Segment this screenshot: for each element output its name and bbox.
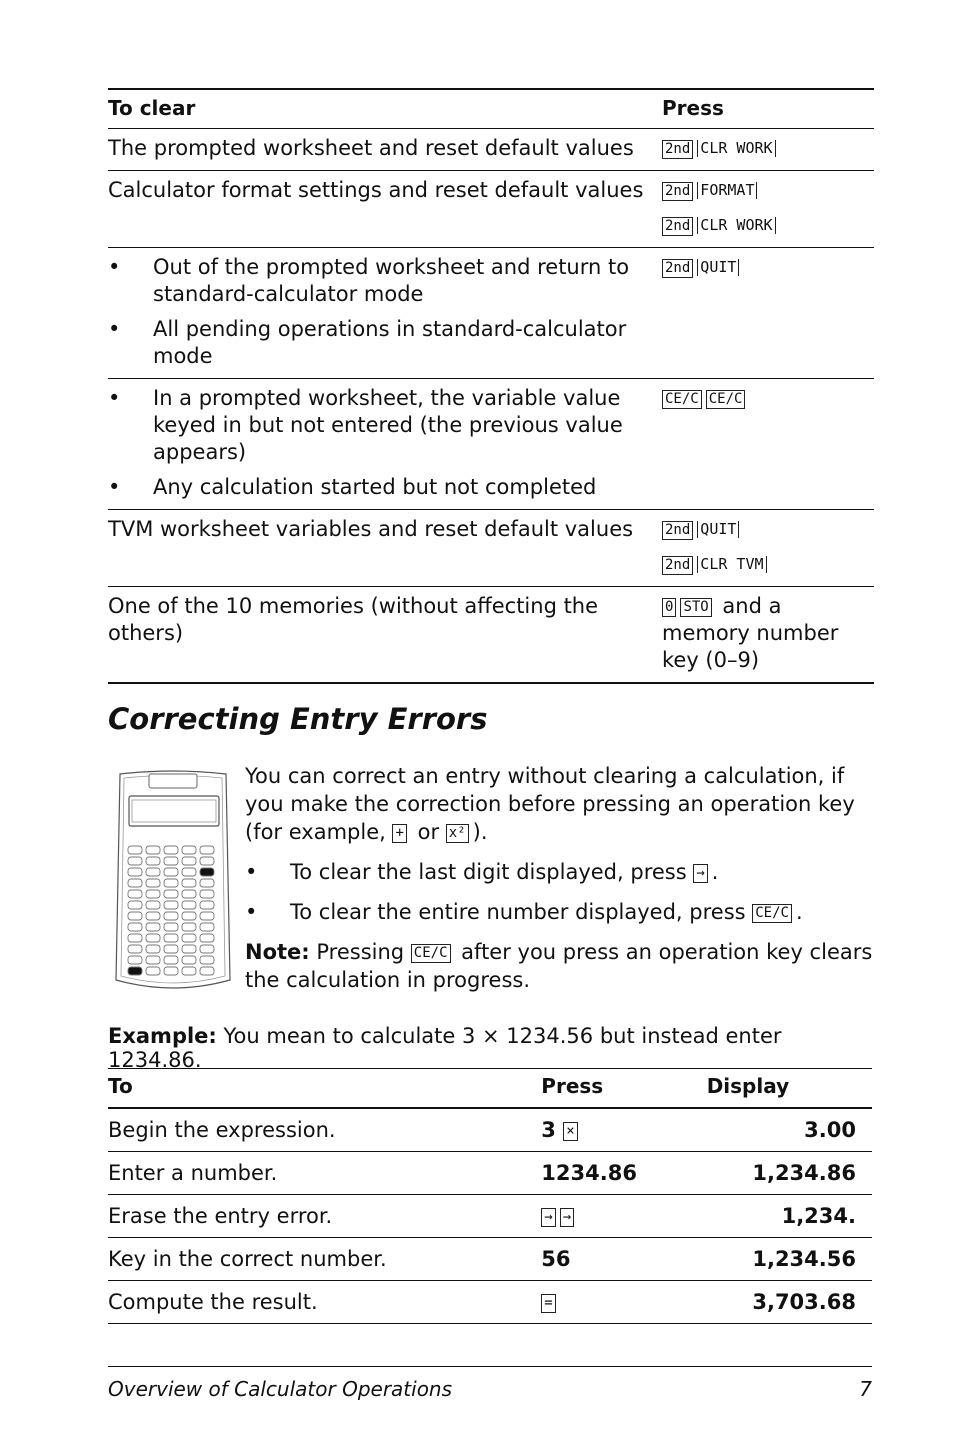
secondary-key-icon: FORMAT (697, 182, 757, 199)
bullet-end: . (795, 900, 803, 924)
key-icon: 2nd (662, 140, 693, 159)
calculator-key (164, 846, 178, 854)
calculator-key (164, 956, 178, 964)
table-row (108, 510, 874, 587)
step-display: 3.00 (707, 1108, 872, 1152)
key-icon: 2nd (662, 556, 693, 575)
step-display: 1,234. (707, 1195, 872, 1238)
calculator-key (128, 857, 142, 865)
calculator-key (146, 967, 160, 975)
note-text: Pressing (309, 940, 411, 964)
calculator-key (128, 912, 142, 920)
secondary-key-icon: CLR WORK (697, 217, 775, 234)
press-value: 3 (541, 1118, 556, 1142)
calculator-key (200, 857, 214, 865)
clear-text: Calculator format settings and reset default values (108, 178, 644, 202)
calculator-key (164, 934, 178, 942)
step-to: Erase the entry error. (108, 1195, 541, 1238)
key-icon: CE/C (662, 390, 702, 409)
calculator-key (128, 846, 142, 854)
bullet-text: To clear the entire number displayed, press (290, 900, 753, 924)
press-keys (662, 587, 874, 684)
backspace-key-icon: → (693, 864, 707, 883)
calculator-key (128, 901, 142, 909)
press-keys (662, 129, 874, 171)
press-keys (662, 171, 874, 248)
calculator-key (128, 923, 142, 931)
calculator-key (200, 868, 214, 876)
step-display: 1,234.86 (707, 1152, 872, 1195)
calculator-key (182, 890, 196, 898)
bullet-icon: • (245, 900, 258, 924)
calculator-key (164, 901, 178, 909)
x-squared-key-icon: x² (446, 824, 469, 843)
calculator-key (200, 956, 214, 964)
secondary-key-icon: CLR TVM (697, 556, 766, 573)
calculator-key (164, 912, 178, 920)
steps-table-header (108, 1069, 872, 1109)
key-icon: 2nd (662, 521, 693, 540)
calculator-key (146, 901, 160, 909)
calculator-key (182, 879, 196, 887)
calculator-key (200, 934, 214, 942)
key-sequence (662, 551, 874, 578)
table-row (108, 171, 874, 248)
step-to: Key in the correct number. (108, 1238, 541, 1281)
bullet-text: All pending operations in standard-calculator mode (153, 317, 627, 368)
key-icon: 2nd (662, 259, 693, 278)
calculator-key (128, 868, 142, 876)
step-press (541, 1281, 706, 1324)
table-row (108, 1281, 872, 1324)
table-row (108, 587, 874, 684)
calculator-key (128, 945, 142, 953)
bullet-icon: • (245, 860, 258, 884)
calculator-key (146, 934, 160, 942)
header-to: To (108, 1069, 541, 1109)
calculator-key (146, 890, 160, 898)
bullet-icon: • (108, 317, 121, 341)
calculator-icon (112, 770, 234, 996)
header-press: Press (541, 1069, 706, 1109)
calculator-key (146, 912, 160, 920)
calculator-key (164, 879, 178, 887)
calculator-key (164, 967, 178, 975)
calculator-key (200, 890, 214, 898)
intro-text: You can correct an entry without clearing a calculation, if you make the correction before pressing an operation key (for example, (245, 764, 855, 844)
key-icon: 2nd (662, 217, 693, 236)
table-row (108, 129, 874, 171)
calculator-key (146, 846, 160, 854)
calculator-key (164, 890, 178, 898)
bullet-text: Any calculation started but not completed (153, 475, 597, 499)
calculator-key (200, 923, 214, 931)
calculator-key (182, 846, 196, 854)
calculator-key (182, 956, 196, 964)
list-item (245, 898, 875, 926)
press-keys (662, 510, 874, 587)
press-keys (662, 379, 874, 510)
calculator-key (146, 868, 160, 876)
press-value: 1234.86 (541, 1161, 637, 1185)
calculator-key (200, 967, 214, 975)
bullet-text: In a prompted worksheet, the variable value keyed in but not entered (the previous value appears) (153, 386, 623, 464)
table-row (108, 379, 874, 510)
calculator-key (200, 846, 214, 854)
step-press (541, 1152, 706, 1195)
calculator-key (146, 945, 160, 953)
clear-table-header (108, 89, 874, 129)
table-row (108, 248, 874, 379)
calculator-key (182, 967, 196, 975)
calculator-key (128, 890, 142, 898)
section-heading: Correcting Entry Errors (108, 702, 488, 736)
calculator-key (164, 857, 178, 865)
step-to: Enter a number. (108, 1152, 541, 1195)
bullet-icon: • (108, 386, 121, 410)
key-icon: 0 (662, 598, 676, 617)
calculator-key (182, 868, 196, 876)
bullet-end: . (711, 860, 719, 884)
step-press (541, 1108, 706, 1152)
header-to-clear: To clear (108, 89, 662, 129)
key-icon: = (541, 1294, 555, 1313)
key-icon: STO (680, 598, 711, 617)
secondary-key-icon: QUIT (697, 521, 739, 538)
key-sequence (662, 593, 874, 674)
press-keys (662, 248, 874, 379)
intro-end: ). (472, 820, 488, 844)
key-icon: 2nd (662, 182, 693, 201)
bullet-text: Out of the prompted worksheet and return to standard-calculator mode (153, 255, 630, 306)
clear-description (108, 171, 662, 248)
secondary-key-icon: QUIT (697, 259, 739, 276)
clear-text: The prompted worksheet and reset default values (108, 136, 634, 160)
intro-block (245, 762, 875, 994)
press-value: 56 (541, 1247, 571, 1271)
press-text: and a memory number key (0–9) (662, 594, 839, 672)
example-text: You mean to calculate 3 × 1234.56 but instead enter 1234.86. (108, 1024, 782, 1072)
calculator-key (200, 912, 214, 920)
list-item (108, 474, 662, 501)
calculator-key (164, 945, 178, 953)
clear-key-icon: CE/C (411, 944, 451, 963)
clear-key-icon: CE/C (752, 904, 792, 923)
calculator-key (128, 879, 142, 887)
key-icon: × (563, 1122, 577, 1141)
clear-text: One of the 10 memories (without affecting the others) (108, 594, 599, 645)
step-display: 3,703.68 (707, 1281, 872, 1324)
step-display: 1,234.56 (707, 1238, 872, 1281)
example-line (108, 1024, 874, 1072)
calculator-key (182, 923, 196, 931)
step-press (541, 1238, 706, 1281)
calculator-key (128, 934, 142, 942)
calculator-key (164, 923, 178, 931)
footer-title: Overview of Calculator Operations (108, 1377, 453, 1401)
table-row (108, 1238, 872, 1281)
calculator-key (182, 945, 196, 953)
table-row (108, 1195, 872, 1238)
list-item (245, 858, 875, 886)
calculator-key (146, 923, 160, 931)
note-text-end: after you press an operation key clears the calculation in progress. (245, 940, 873, 992)
calculator-key (128, 967, 142, 975)
bullet-text: To clear the last digit displayed, press (290, 860, 694, 884)
calculator-key (182, 934, 196, 942)
calculator-key (200, 879, 214, 887)
list-item (108, 385, 662, 466)
step-to: Begin the expression. (108, 1108, 541, 1152)
calculator-key (182, 857, 196, 865)
table-row (108, 1152, 872, 1195)
key-sequence (662, 135, 874, 162)
secondary-key-icon: CLR WORK (697, 140, 775, 157)
key-sequence (662, 212, 874, 239)
clear-description (108, 129, 662, 171)
list-item (108, 316, 662, 370)
calculator-key (146, 879, 160, 887)
footer-rule (108, 1366, 872, 1367)
clear-description (108, 510, 662, 587)
calculator-key (146, 857, 160, 865)
note-paragraph (245, 938, 875, 994)
bullet-icon: • (108, 475, 121, 499)
intro-or: or (410, 820, 446, 844)
header-press: Press (662, 89, 874, 129)
example-label: Example: (108, 1024, 217, 1048)
calculator-key (146, 956, 160, 964)
calculator-key (200, 945, 214, 953)
page-number: 7 (859, 1377, 872, 1401)
key-sequence (662, 385, 874, 412)
clear-description (108, 587, 662, 684)
calculator-key (182, 901, 196, 909)
bullet-icon: • (108, 255, 121, 279)
header-display: Display (707, 1069, 872, 1109)
list-item (108, 254, 662, 308)
clear-description (108, 248, 662, 379)
calculator-key (200, 901, 214, 909)
key-icon: CE/C (706, 390, 746, 409)
calculator-key (164, 868, 178, 876)
step-to: Compute the result. (108, 1281, 541, 1324)
calculator-key (182, 912, 196, 920)
calculator-key (128, 956, 142, 964)
key-sequence (662, 516, 874, 543)
plus-key-icon: + (392, 824, 406, 843)
key-sequence (662, 254, 874, 281)
note-label: Note: (245, 940, 310, 964)
step-press (541, 1195, 706, 1238)
clear-description (108, 379, 662, 510)
table-row (108, 1108, 872, 1152)
key-icon: → (560, 1208, 574, 1227)
intro-paragraph (245, 762, 875, 846)
key-icon: → (541, 1208, 555, 1227)
clear-table (108, 88, 874, 684)
steps-table (108, 1068, 872, 1324)
key-sequence (662, 177, 874, 204)
clear-text: TVM worksheet variables and reset default values (108, 517, 634, 541)
